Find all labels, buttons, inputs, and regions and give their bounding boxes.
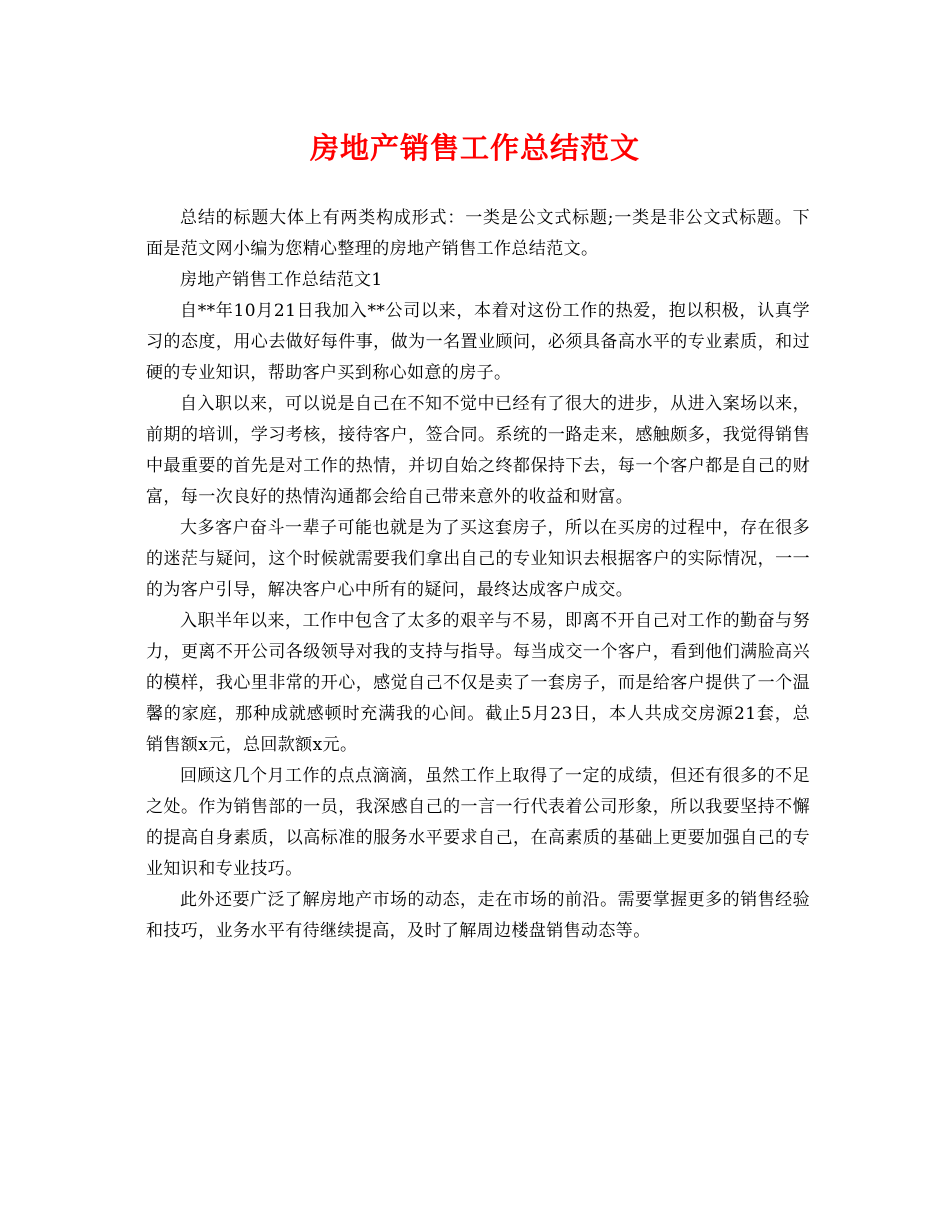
paragraph-intro: 总结的标题大体上有两类构成形式：一类是公文式标题;一类是非公文式标题。下面是范文网小编为您精心整理的房地产销售工作总结范文。: [146, 208, 810, 259]
paragraph-3: 大多客户奋斗一辈子可能也就是为了买这套房子，所以在买房的过程中，存在很多的迷茫与疑问，这个时候就需要我们拿出自己的专业知识去根据客户的实际情况，一一的为客户引导，解决客户心中所有的疑问，最终达成客户成交。: [146, 518, 810, 600]
paragraph-2: 自入职以来，可以说是自己在不知不觉中已经有了很大的进步，从进入案场以来，前期的培训，学习考核，接待客户，签合同。系统的一路走来，感触颇多，我觉得销售中最重要的首先是对工作的热情，并切自始之终都保持下去，每一个客户都是自己的财富，每一次良好的热情沟通都会给自己带来意外的收益和财富。: [146, 394, 810, 507]
document-title: 房地产销售工作总结范文: [309, 131, 640, 165]
paragraph-6: 此外还要广泛了解房地产市场的动态，走在市场的前沿。需要掌握更多的销售经验和技巧，业务水平有待继续提高，及时了解周边楼盘销售动态等。: [146, 890, 810, 941]
paragraph-subtitle: 房地产销售工作总结范文1: [180, 270, 383, 290]
paragraph-5: 回顾这几个月工作的点点滴滴，虽然工作上取得了一定的成绩，但还有很多的不足之处。作为销售部的一员，我深感自己的一言一行代表着公司形象，所以我要坚持不懈的提高自身素质，以高标准的服务水平要求自己，在高素质的基础上更要加强自己的专业知识和专业技巧。: [146, 766, 810, 879]
paragraph-4: 入职半年以来，工作中包含了太多的艰辛与不易，即离不开自己对工作的勤奋与努力，更离不开公司各级领导对我的支持与指导。每当成交一个客户，看到他们满脸高兴的模样，我心里非常的开心，感觉自己不仅是卖了一套房子，而是给客户提供了一个温馨的家庭，那种成就感顿时充满我的心间。截止5月23日，本人共成交房源21套，总销售额x元，总回款额x元。: [146, 611, 810, 755]
paragraph-1: 自**年10月21日我加入**公司以来，本着对这份工作的热爱，抱以积极，认真学习的态度，用心去做好每件事，做为一名置业顾问，必须具备高水平的专业素质，和过硬的专业知识，帮助客户买到称心如意的房子。: [146, 301, 810, 383]
document-body: [146, 203, 810, 947]
